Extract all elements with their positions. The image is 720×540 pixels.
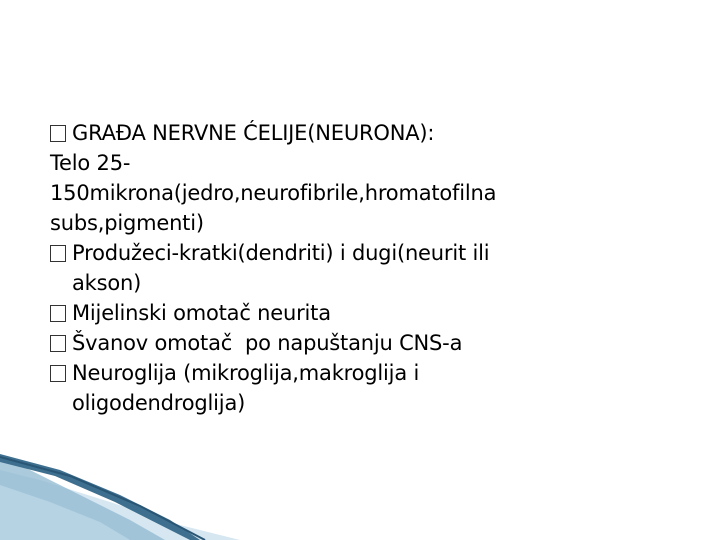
- body-text: Telo 25-: [50, 151, 131, 175]
- decorative-wave-graphic: [0, 440, 300, 540]
- body-text: 150mikrona(jedro,neurofibrile,hromatofilna: [50, 181, 497, 205]
- bullet-item-4: [50, 328, 690, 358]
- bullet-text: Neuroglija (mikroglija,makroglija i: [72, 361, 420, 385]
- bullet-box-icon: [50, 245, 66, 262]
- bullet-text: GRAĐA NERVNE ĆELIJE(NEURONA):: [72, 121, 435, 145]
- bullet-box-icon: [50, 365, 66, 382]
- bullet-box-icon: [50, 125, 66, 142]
- bullet-box-icon: [50, 335, 66, 352]
- body-text: subs,pigmenti): [50, 211, 204, 235]
- bullet-text: Mijelinski omotač neurita: [72, 301, 331, 325]
- bullet-text-continuation: oligodendroglija): [72, 391, 246, 415]
- bullet-item-5: [50, 358, 690, 388]
- bullet-text: Produžeci-kratki(dendriti) i dugi(neurit ili: [72, 241, 490, 265]
- bullet-list: [50, 118, 690, 418]
- bullet-box-icon: [50, 305, 66, 322]
- bullet-item-3: [50, 298, 690, 328]
- bullet-item-2: [50, 238, 690, 268]
- bullet-text-continuation: akson): [72, 271, 142, 295]
- bullet-item-1: [50, 118, 690, 148]
- bullet-text: Švanov omotač po napuštanju CNS-a: [72, 331, 463, 355]
